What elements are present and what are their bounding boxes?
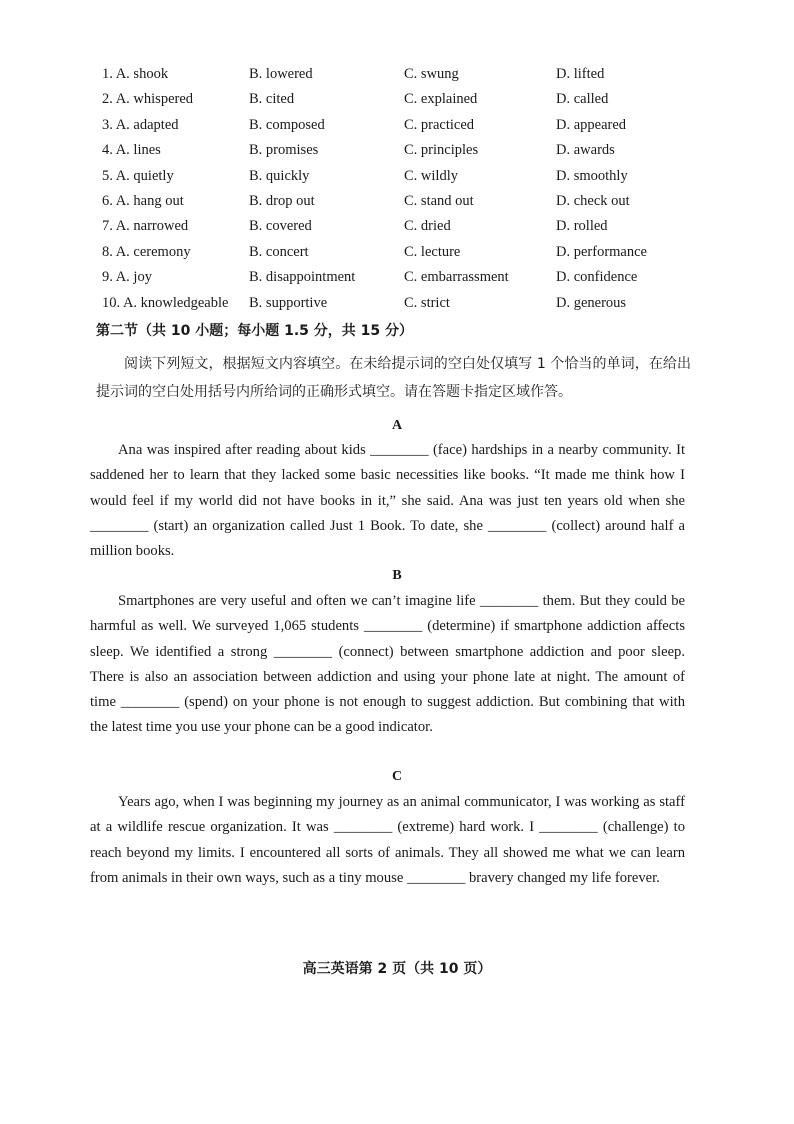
option-a: 9. A. joy xyxy=(102,269,152,286)
option-c: C. swung xyxy=(404,66,459,82)
option-row xyxy=(102,115,702,140)
option-d: D. check out xyxy=(556,192,630,209)
option-row xyxy=(102,267,702,292)
passage-letter: A xyxy=(391,418,403,433)
option-row xyxy=(102,64,702,89)
option-b: B. covered xyxy=(249,218,312,235)
option-a: 8. A. ceremony xyxy=(102,243,191,260)
option-row xyxy=(102,140,702,165)
option-a: 6. A. hang out xyxy=(102,192,184,209)
option-d: D. awards xyxy=(556,142,615,159)
option-b: B. concert xyxy=(249,243,309,260)
option-b: B. composed xyxy=(249,116,325,133)
option-a: 5. A. quietly xyxy=(102,167,174,184)
option-a: 10. A. knowledgeable xyxy=(102,294,229,311)
option-c: C. practiced xyxy=(404,116,475,133)
section-instructions: 阅读下列短文，根据短文内容填空。在未给提示词的空白处仅填写 1 个恰当的单词，在给出提示词的空白处用括号内所给词的正确形式填空。请在答题卡指定区域作答。 xyxy=(96,356,691,400)
option-a: 2. A. whispered xyxy=(102,91,194,108)
option-b: B. disappointment xyxy=(249,269,356,286)
option-a: 3. A. adapted xyxy=(102,116,179,133)
section-title: 第二节（共 10 小题；每小题 1.5 分，共 15 分） xyxy=(96,323,414,339)
option-a: 4. A. lines xyxy=(102,142,161,159)
option-d: D. generous xyxy=(556,294,627,311)
option-b: B. supportive xyxy=(249,294,328,311)
option-row xyxy=(102,191,702,216)
option-a: 7. A. narrowed xyxy=(102,218,189,235)
passage-text: Smartphones are very useful and often we can’t imagine life ________ them. But they could be harmful as well. We surveyed 1,065 students ________ (determine) if smartphone addiction affects sleep. We identified a strong ________ (connect) between smartphone addiction and poor sleep. There is also an association between addiction and using your phone late at night. The amount of time ________ (spend) on your phone is not enough to suggest addiction. But combining that with the latest time you use your phone can be a good indicator. xyxy=(90,593,685,736)
option-row xyxy=(102,89,702,114)
option-b: B. lowered xyxy=(249,66,313,82)
answer-options-table xyxy=(102,64,702,318)
option-c: C. embarrassment xyxy=(404,269,509,286)
option-c: C. lecture xyxy=(404,243,461,260)
option-d: D. performance xyxy=(556,243,647,260)
passage-letter: B xyxy=(392,568,402,583)
option-d: D. rolled xyxy=(556,218,608,235)
option-c: C. stand out xyxy=(404,192,474,209)
option-d: D. called xyxy=(556,91,609,108)
option-b: B. cited xyxy=(249,91,295,108)
option-b: B. drop out xyxy=(249,192,315,209)
option-row xyxy=(102,216,702,241)
page-footer: 高三英语第 2 页（共 10 页） xyxy=(302,961,492,977)
option-d: D. appeared xyxy=(556,116,627,133)
option-d: D. smoothly xyxy=(556,167,628,184)
option-row xyxy=(102,166,702,191)
option-row xyxy=(102,242,702,267)
option-c: C. principles xyxy=(404,142,479,159)
option-b: B. promises xyxy=(249,142,319,159)
option-d: D. confidence xyxy=(556,269,638,286)
option-a: 1. A. shook xyxy=(102,66,169,82)
option-c: C. dried xyxy=(404,218,451,235)
option-c: C. strict xyxy=(404,294,450,311)
option-d: D. lifted xyxy=(556,66,605,82)
option-b: B. quickly xyxy=(249,167,310,184)
option-row xyxy=(102,293,702,318)
passage-letter: C xyxy=(391,769,403,784)
option-c: C. wildly xyxy=(404,167,458,184)
passage-text: Years ago, when I was beginning my journey as an animal communicator, I was working as staff at a wildlife rescue organization. It was ________ (extreme) hard work. I ________ (challenge) to reach beyond my limits. I encountered all sorts of animals. They all showed me what we can learn from animals in their own ways, such as a tiny mouse ________ bravery changed my life forever. xyxy=(90,794,685,886)
passage-text: Ana was inspired after reading about kids ________ (face) hardships in a nearby community. It saddened her to learn that they lacked some basic necessities like books. “It made me think how I would feel if my world did not have books in it,” she said. Ana was just ten years old when she ________ (start) an organization called Just 1 Book. To date, she ________ (collect) around half a million books. xyxy=(90,442,685,560)
option-c: C. explained xyxy=(404,91,478,108)
